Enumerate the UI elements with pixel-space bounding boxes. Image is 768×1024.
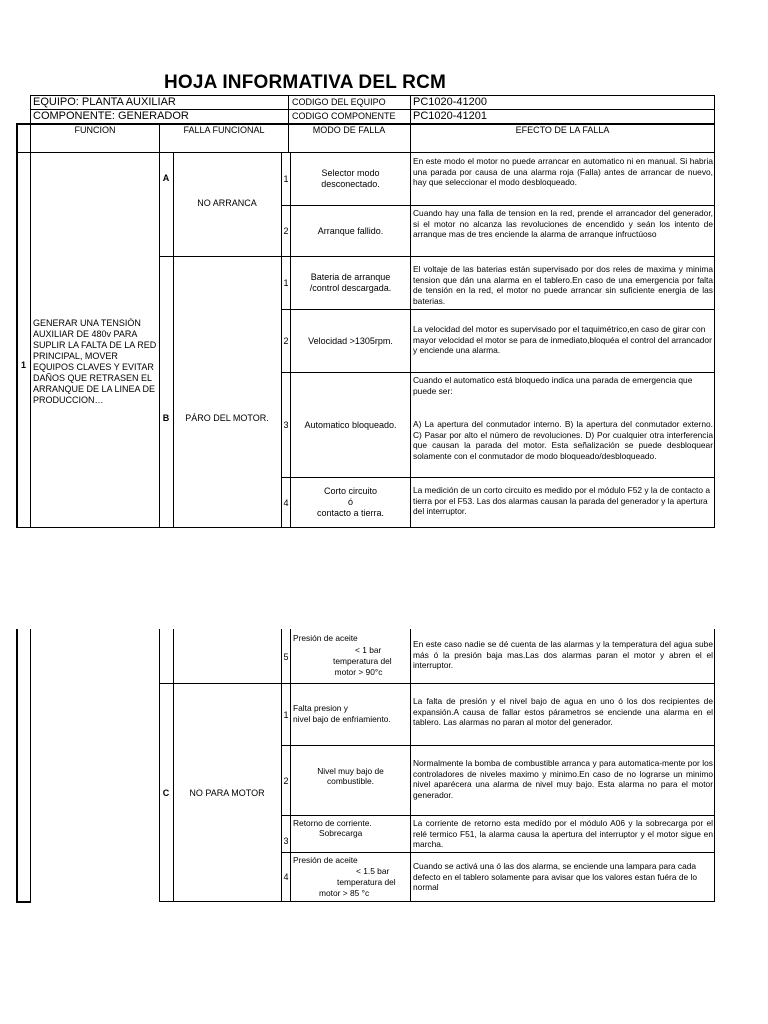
failure-mode: Arranque fallido. [317,225,384,236]
failure-effect: La velocidad del motor es supervisado por el taquimétrico,en caso de girar con mayor velocidad el motor se para de inmediato,bloquéa el control del arrancador y enciende una alarma. [413,324,712,355]
function-text: GENERAR UNA TENSIÓN AUXILIAR DE 480v PARA SUPLIR LA FALTA DE LA RED PRINCIPAL, MOVER EQUIPOS CLAVES Y EVITAR DAÑOS QUE RETRASEN EL ARRANQUE DE LA LINEA DE PRODUCCION… [33,318,157,405]
falla-letter-b: B [162,412,170,423]
column-header-falla-funcional: FALLA FUNCIONAL [183,125,265,135]
row-number: 2 [283,775,289,786]
failure-effect: Normalmente la bomba de combustible arranca y para automatica-mente por los controladores de niveles maximo y minimo.En caso de no lograrse un minimo nivel aparécera una alarma de nivel muy bajo. Esta alarma no para el motor generador. [413,758,713,800]
failure-effect: La medición de un corto circuito es medido por el módulo F52 y la de contacto a tierra por el F53. Las dos alarmas causan la parada del generador y la apertura del interruptor. [413,485,711,516]
failure-mode: temperatura del [337,877,396,887]
failure-mode: temperatura del [333,656,392,666]
failure-effect: Cuando se activá una ó las dos alarma, se enciende una lampara para cada defecto en el tablero solamente para avisar que los valores estan fuéra de lo normal [413,861,697,892]
failure-effect: La corriente de retorno esta medído por el módulo A06 y la sobrecarga por el relé termico F51, la alarma causa la apertura del interruptor y el motor sigue en marcha. [413,818,713,849]
row-number: 5 [283,651,289,662]
row-number: 2 [283,226,289,236]
failure-mode: motor > 85 °c [319,888,370,898]
column-header-efecto-de-la-falla: EFECTO DE LA FALLA [515,125,610,135]
row-number: 1 [283,174,289,184]
falla-letter-c: C [162,787,170,798]
column-header-modo-de-falla: MODO DE FALLA [312,125,386,135]
row-number: 4 [283,872,289,882]
failure-mode: Falta presion y nivel bajo de enfriamiento. [293,703,391,724]
failure-mode: Presión de aceite [293,855,358,865]
failure-mode: Corto circuito ó contacto a tierra. [316,486,385,518]
row-number: 1 [283,278,289,288]
failure-mode: Sobrecarga [319,828,363,838]
failure-mode: < 1.5 bar [356,866,390,876]
failure-mode: motor > 90°c [334,667,383,677]
row-number: 4 [283,497,289,508]
failure-effect: Cuando hay una falla de tension en la red, prende el arrancador del generador, si el motor no alcanza las revoluciones de encendido y seán los intento de arranque mas de tres enciende la alarma de arranque infructúoso [413,208,713,239]
falla-letter-a: A [162,172,170,183]
failure-effect: En este caso nadie se dé cuenta de las alarmas y la temperatura del agua sube más ó la presión baja mas.Las dos alarmas paran el motor y abren el el interruptor. [413,639,713,670]
function-number: 1 [20,359,26,370]
falla-text-a: NO ARRANCA [197,197,257,208]
row-number: 2 [283,336,289,346]
row-number: 3 [283,836,289,846]
page-title: HOJA INFORMATIVA DEL RCM [163,72,447,93]
falla-text-b: PÁRO DEL MOTOR. [185,412,269,423]
failure-effect-intro: Cuando el automatico está bloquedo indica una parada de emergencia que puede ser: [413,375,693,396]
failure-mode: < 1 bar [355,645,382,655]
componente-label: COMPONENTE: GENERADOR [33,109,189,122]
row-number: 1 [283,709,289,720]
failure-mode: Automatico bloqueado. [304,419,397,430]
failure-mode: Selector modo desconectado. [321,168,380,189]
column-header-funcion: FUNCION [74,125,116,135]
falla-text-c: NO PARA MOTOR [189,787,265,798]
failure-mode: Bateria de arranque /control descargada. [309,272,392,293]
failure-effect: El voltaje de las baterias están supervisado por dos reles de maxima y minima tension que dán una alarma en el tablero.En caso de una emergencia por falta de tensión en la red, el motor no puede arrancar sin suficiente energia de las baterias. [413,264,713,306]
codigo-equipo-value: PC1020-41200 [413,95,488,108]
failure-mode: Presión de aceite [293,633,358,643]
failure-effect: En este modo el motor no puede arrancar en automatico ni en manual. Si habria una parada por causa de una alarma roja (Falla) antes de arrancar de nuevo, hay que seleccionar el modo desbloqueado. [413,156,713,187]
failure-effect: La falta de presión y el nivel bajo de agua en uno ó los dos recipientes de expansión.A causa de fallar estos párametros se enciende una alarma en el tablero. Las alarmas no paran al motor del generador. [413,696,713,727]
codigo-componente-label: CODIGO COMPONENTE [292,110,396,121]
codigo-componente-value: PC1020-41201 [413,109,488,122]
failure-mode: Velocidad >1305rpm. [308,335,393,346]
failure-mode: Retorno de corriente. [293,818,372,828]
failure-mode: Nivel muy bajo de combustible. [317,765,384,786]
failure-effect: A) La apertura del conmutador interno. B) la apertura del conmutador externo. C) Pasar por alto el número de revoluciones. D) Por cualquier otra interferencia que causan la parada del motor. Esta señalización se puede desbloquear solamente con el conmutador de modo bloqueado/desbloqueado. [413,419,713,461]
equipo-label: EQUIPO: PLANTA AUXILIAR [33,95,176,108]
row-number: 3 [283,420,289,430]
codigo-equipo-label: CODIGO DEL EQUIPO [292,96,386,107]
